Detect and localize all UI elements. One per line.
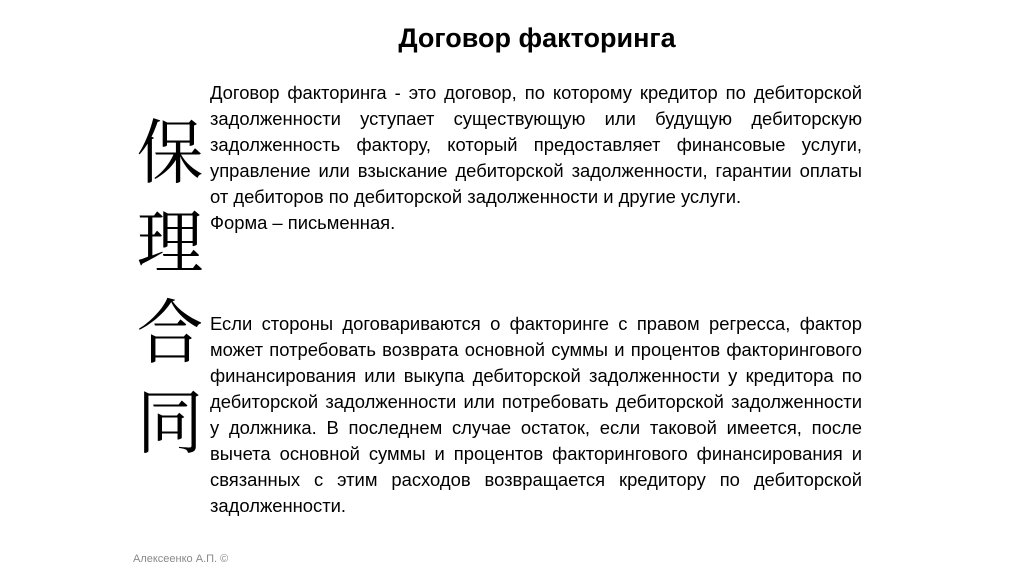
hanzi-character-tong: 同 [136, 382, 204, 464]
definition-block [210, 80, 862, 236]
recourse-block [210, 311, 862, 519]
form-line: Форма – письменная. [210, 212, 396, 233]
slide-title: Договор факторинга [398, 23, 676, 53]
hanzi-character-li: 理 [136, 202, 204, 284]
definition-paragraph: Договор факторинга - это договор, по которому кредитор по дебиторской задолженности уступает существующую или будущую дебиторскую задолженность фактору, который предоставляет финансовые услуги, управление или взыскание дебиторской задолженности, гарантии оплаты от дебиторов по дебиторской задолженности и другие услуги. [210, 82, 862, 207]
chinese-characters-column [132, 108, 208, 468]
hanzi-character-bao: 保 [136, 112, 204, 194]
hanzi-character-he: 合 [136, 292, 204, 374]
author-footer: Алексеенко А.П. © [133, 553, 229, 565]
recourse-paragraph: Если стороны договариваются о факторинге с правом регресса, фактор может потребовать возврата основной суммы и процентов факторингового финансирования или выкупа дебиторской задолженности у кредитора по дебиторской задолженности или потребовать дебиторской задолженности у должника. В последнем случае остаток, если таковой имеется, после вычета основной суммы и процентов факторингового финансирования и связанных с этим расходов возвращается кредитору по дебиторской задолженности. [210, 313, 862, 516]
